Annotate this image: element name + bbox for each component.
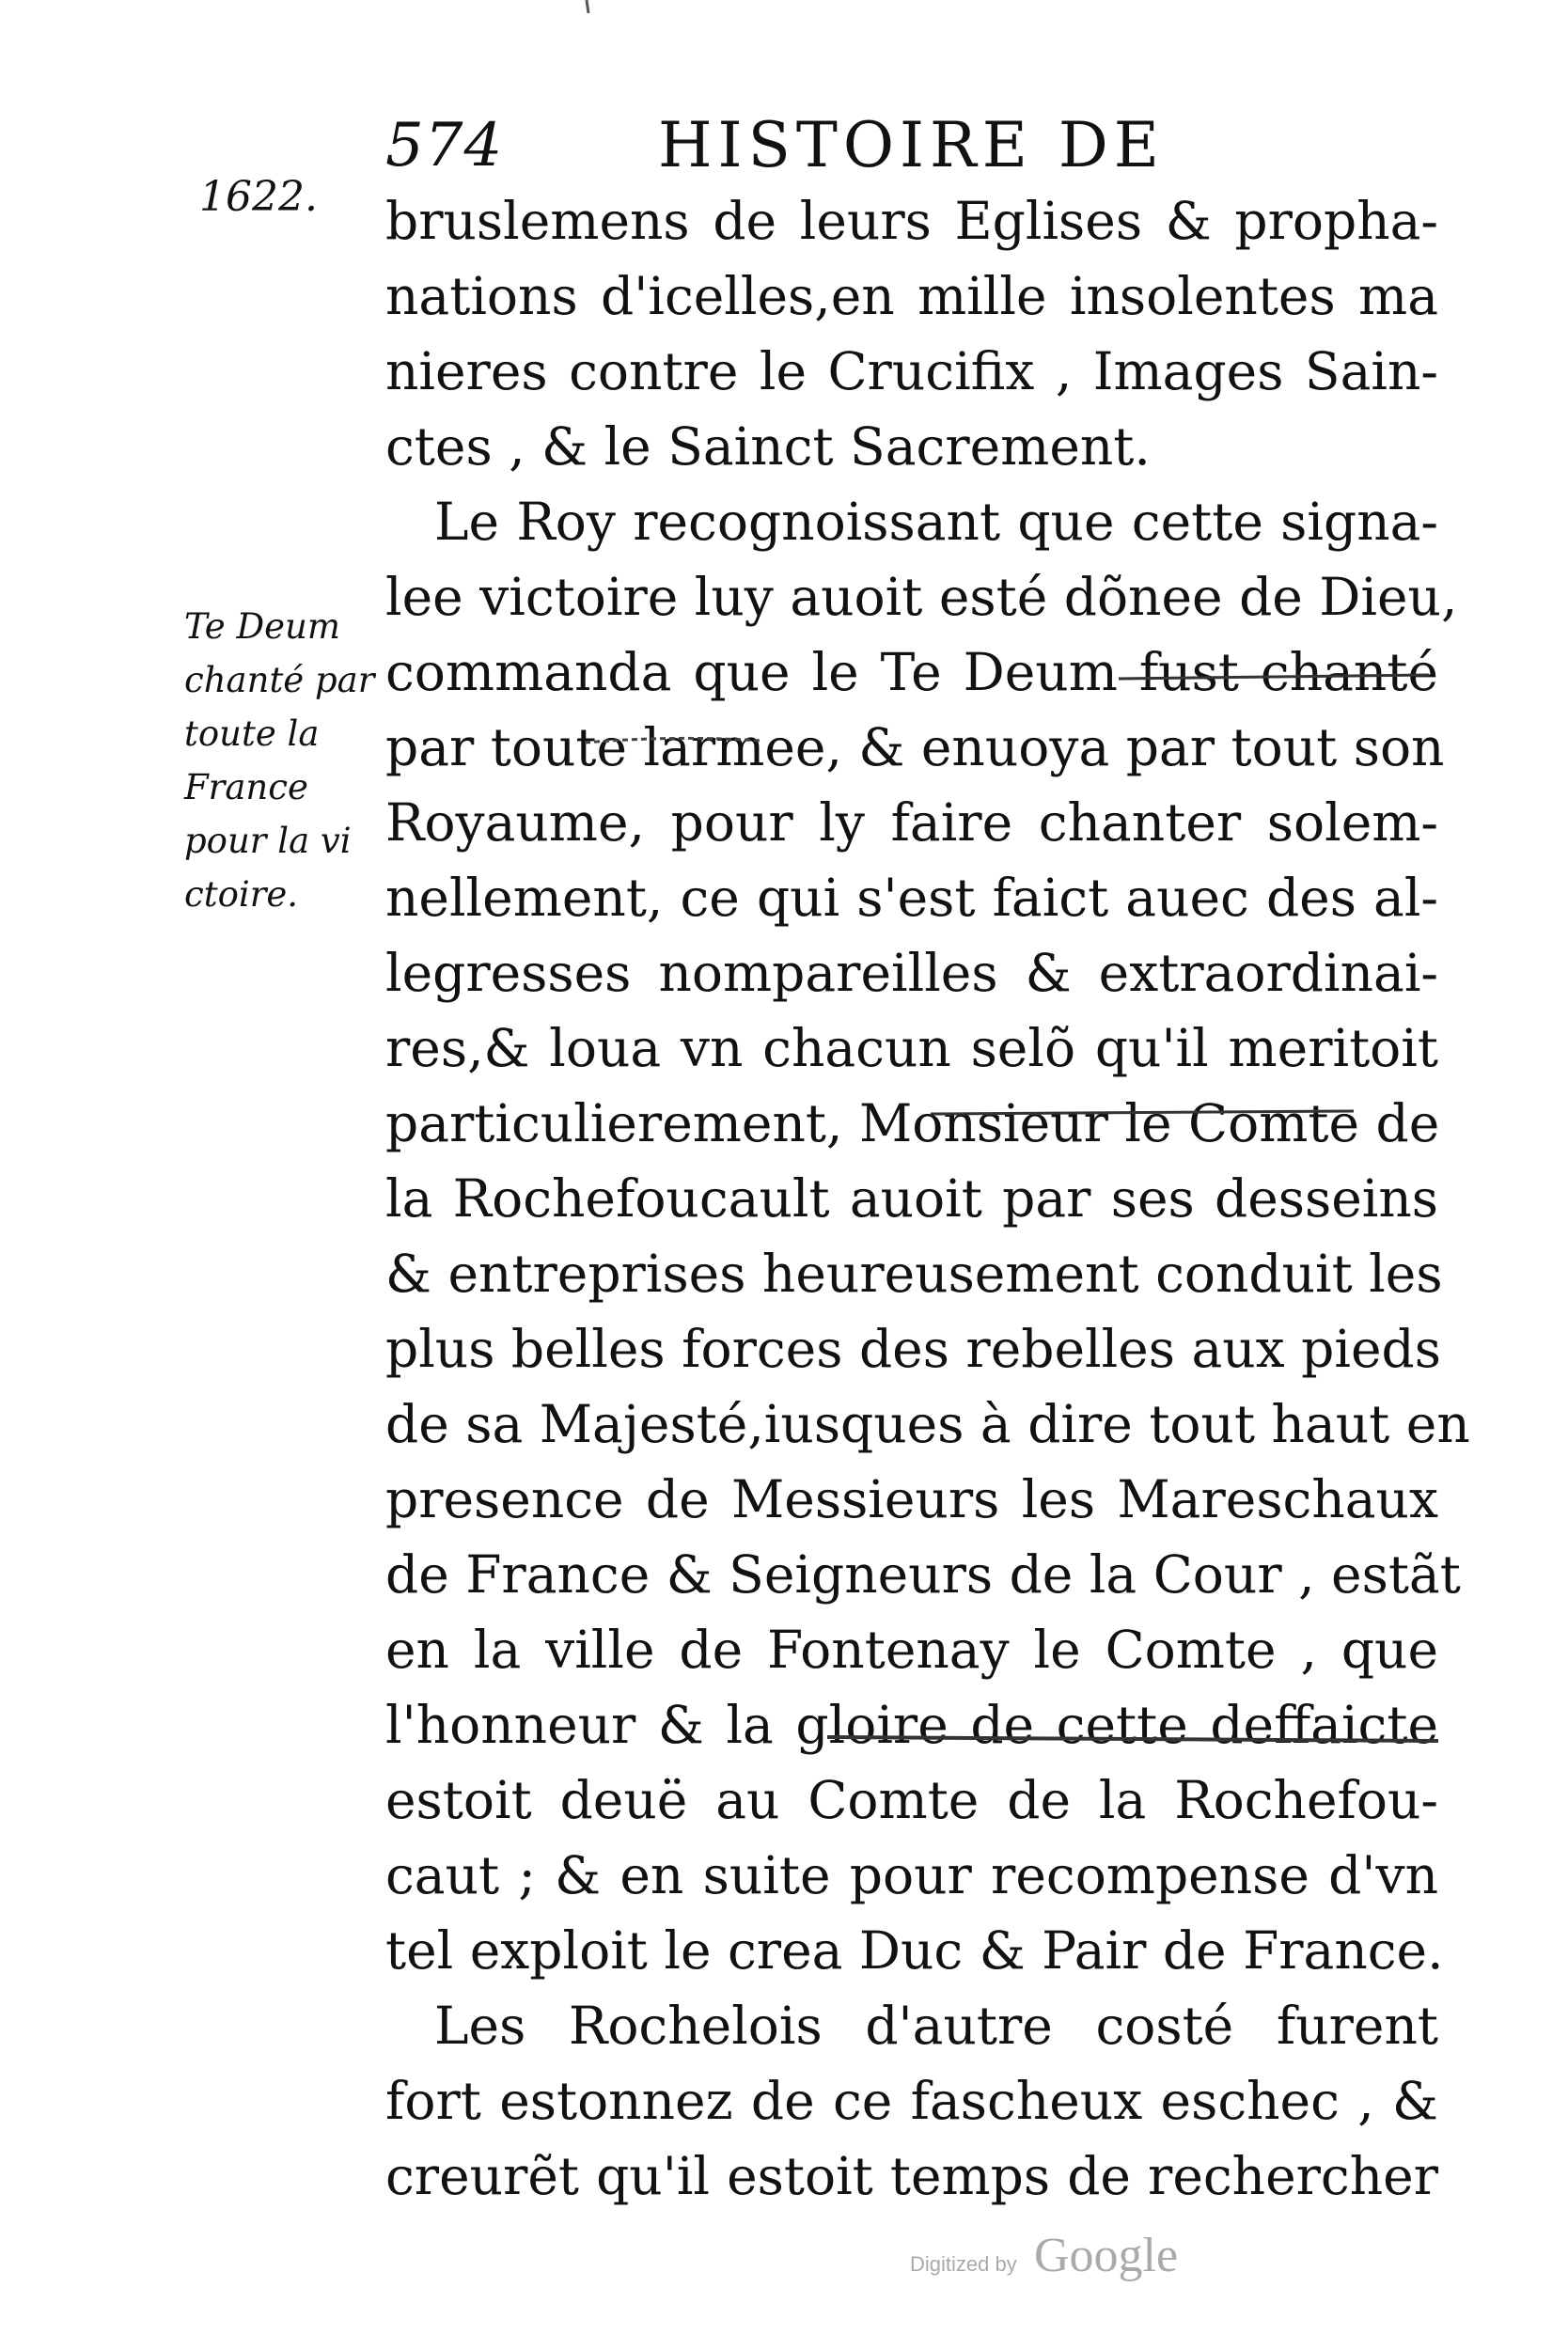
text-line: estoit deuë au Comte de la Rochefou-	[385, 1770, 1438, 1830]
text-line: creurẽt qu'il estoit temps de rechercher	[385, 2146, 1438, 2206]
text-line: plus belles forces des rebelles aux pieds	[385, 1319, 1441, 1379]
text-line: tel exploit le crea Duc & Pair de France.	[385, 1920, 1444, 1981]
text-line: nieres contre le Crucifix , Images Sain-	[385, 341, 1438, 401]
text-line: bruslemens de leurs Eglises & propha-	[385, 191, 1438, 251]
text-line: caut ; & en suite pour recompense d'vn	[385, 1845, 1438, 1905]
text-line: commanda que le Te Deum fust chanté	[385, 642, 1438, 702]
text-line: presence de Messieurs les Mareschaux	[385, 1469, 1438, 1529]
note-line: pour la vi	[184, 821, 352, 861]
google-logo: Google	[1034, 2229, 1179, 2282]
note-line: ctoire.	[184, 874, 299, 915]
text-line: Royaume, pour ly faire chanter solem-	[385, 792, 1438, 853]
note-line: France	[184, 767, 308, 807]
text-line: par toute larmee, & enuoya par tout son	[385, 717, 1445, 777]
stray-mark	[587, 0, 588, 13]
margin-year: 1622.	[199, 173, 318, 221]
text-line: particulierement, Monsieur le Comte de	[385, 1093, 1440, 1153]
text-line: l'honneur & la gloire de cette deffaicte	[385, 1695, 1438, 1755]
text-line: Les Rochelois d'autre costé furent	[434, 1996, 1438, 2056]
text-line: la Rochefoucault auoit par ses desseins	[385, 1168, 1438, 1229]
note-line: chanté par	[184, 660, 375, 700]
text-line: nellement, ce qui s'est faict auec des al-	[385, 868, 1438, 928]
text-line: nations d'icelles,en mille insolentes ma	[385, 266, 1438, 326]
note-line: Te Deum	[184, 606, 340, 647]
watermark-prefix: Digitized by	[910, 2252, 1017, 2276]
text-line: Le Roy recognoissant que cette signa-	[434, 492, 1438, 552]
running-title: HISTOIRE DE	[658, 109, 1165, 181]
marginal-note	[184, 600, 384, 921]
text-line: en la ville de Fontenay le Comte , que	[385, 1620, 1438, 1680]
text-line: legresses nompareilles & extraordinai-	[385, 943, 1438, 1003]
page-number: 574	[385, 111, 504, 180]
text-line: ctes , & le Sainct Sacrement.	[385, 416, 1151, 477]
digitized-watermark	[910, 2228, 1248, 2294]
note-line: toute la	[184, 713, 320, 754]
text-line: de sa Majesté,iusques à dire tout haut en	[385, 1394, 1470, 1454]
text-line: de France & Seigneurs de la Cour , estãt	[385, 1544, 1461, 1605]
body-text	[385, 183, 1470, 2214]
running-head	[385, 103, 1269, 188]
text-line: fort estonnez de ce fascheux eschec , &	[385, 2071, 1438, 2131]
text-line: res,& loua vn chacun selõ qu'il meritoit	[385, 1018, 1438, 1078]
text-line: lee victoire luy auoit esté dõnee de Dieu,	[385, 567, 1458, 627]
text-line: & entreprises heureusement conduit les	[385, 1244, 1443, 1304]
